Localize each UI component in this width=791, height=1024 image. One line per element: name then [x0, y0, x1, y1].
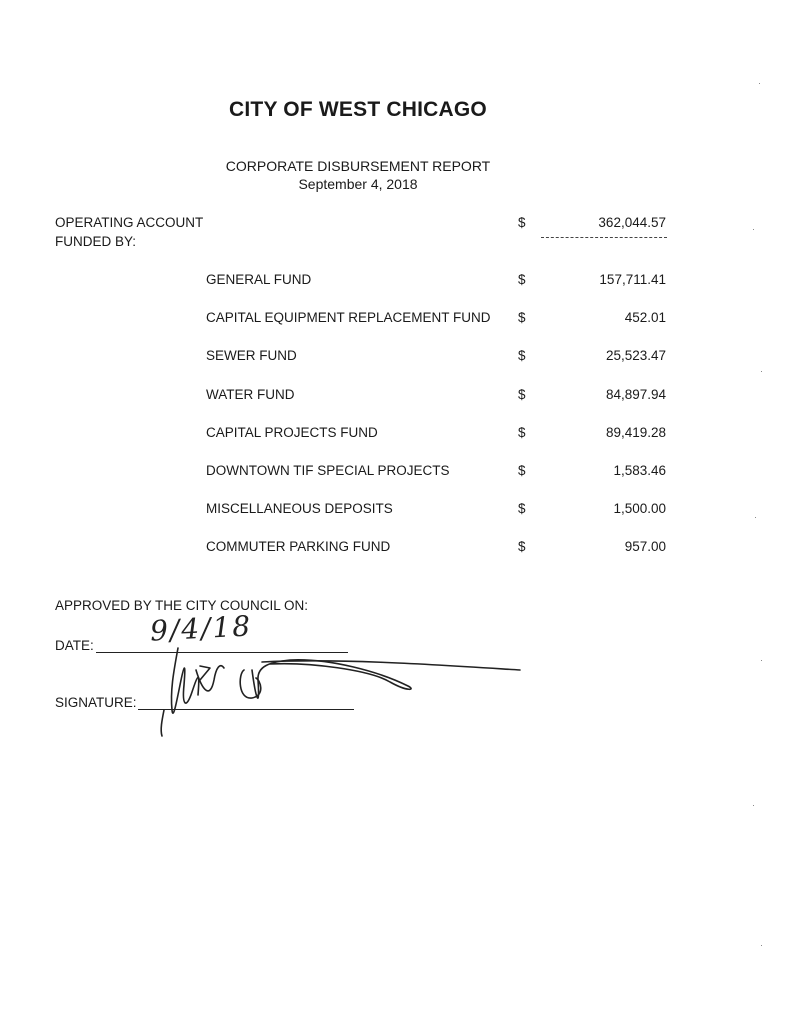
scan-speck: · [758, 78, 761, 88]
funded-by-label: FUNDED BY: [55, 234, 137, 249]
scan-speck: · [760, 940, 763, 950]
handwritten-signature [140, 640, 540, 740]
operating-account-amount: 362,044.57 [598, 215, 666, 230]
fund-name: CAPITAL PROJECTS FUND [206, 425, 378, 440]
scan-speck: · [754, 512, 757, 522]
fund-amount: 957.00 [624, 539, 666, 554]
city-title: CITY OF WEST CHICAGO [229, 98, 487, 121]
fund-amount: 452.01 [624, 310, 666, 325]
report-date: September 4, 2018 [298, 176, 418, 192]
scan-speck: · [760, 366, 763, 376]
fund-amount: 89,419.28 [605, 425, 666, 440]
fund-amount: 1,500.00 [613, 501, 666, 516]
approved-by-label: APPROVED BY THE CITY COUNCIL ON: [55, 598, 309, 613]
fund-name: WATER FUND [206, 387, 295, 402]
scan-speck: · [752, 224, 755, 234]
fund-name: DOWNTOWN TIF SPECIAL PROJECTS [206, 463, 450, 478]
fund-amount: 157,711.41 [599, 272, 666, 287]
signature-label: SIGNATURE: [55, 695, 137, 710]
scan-speck: · [760, 655, 763, 665]
fund-currency: $ [518, 501, 526, 516]
fund-currency: $ [518, 310, 526, 325]
fund-name: CAPITAL EQUIPMENT REPLACEMENT FUND [206, 310, 491, 325]
fund-currency: $ [518, 272, 526, 287]
fund-name: MISCELLANEOUS DEPOSITS [206, 501, 393, 516]
operating-account-currency: $ [518, 215, 526, 230]
total-separator-line [541, 237, 667, 238]
handwritten-date: 9/4/18 [149, 609, 253, 648]
fund-currency: $ [518, 387, 526, 402]
report-title: CORPORATE DISBURSEMENT REPORT [225, 158, 491, 174]
fund-currency: $ [518, 425, 526, 440]
date-label: DATE: [55, 638, 94, 653]
fund-amount: 25,523.47 [605, 348, 666, 363]
operating-account-label: OPERATING ACCOUNT [55, 215, 204, 230]
fund-name: COMMUTER PARKING FUND [206, 539, 391, 554]
fund-currency: $ [518, 539, 526, 554]
fund-amount: 1,583.46 [613, 463, 666, 478]
fund-amount: 84,897.94 [605, 387, 666, 402]
fund-currency: $ [518, 463, 526, 478]
fund-name: GENERAL FUND [206, 272, 312, 287]
fund-name: SEWER FUND [206, 348, 297, 363]
scan-speck: · [752, 800, 755, 810]
fund-currency: $ [518, 348, 526, 363]
